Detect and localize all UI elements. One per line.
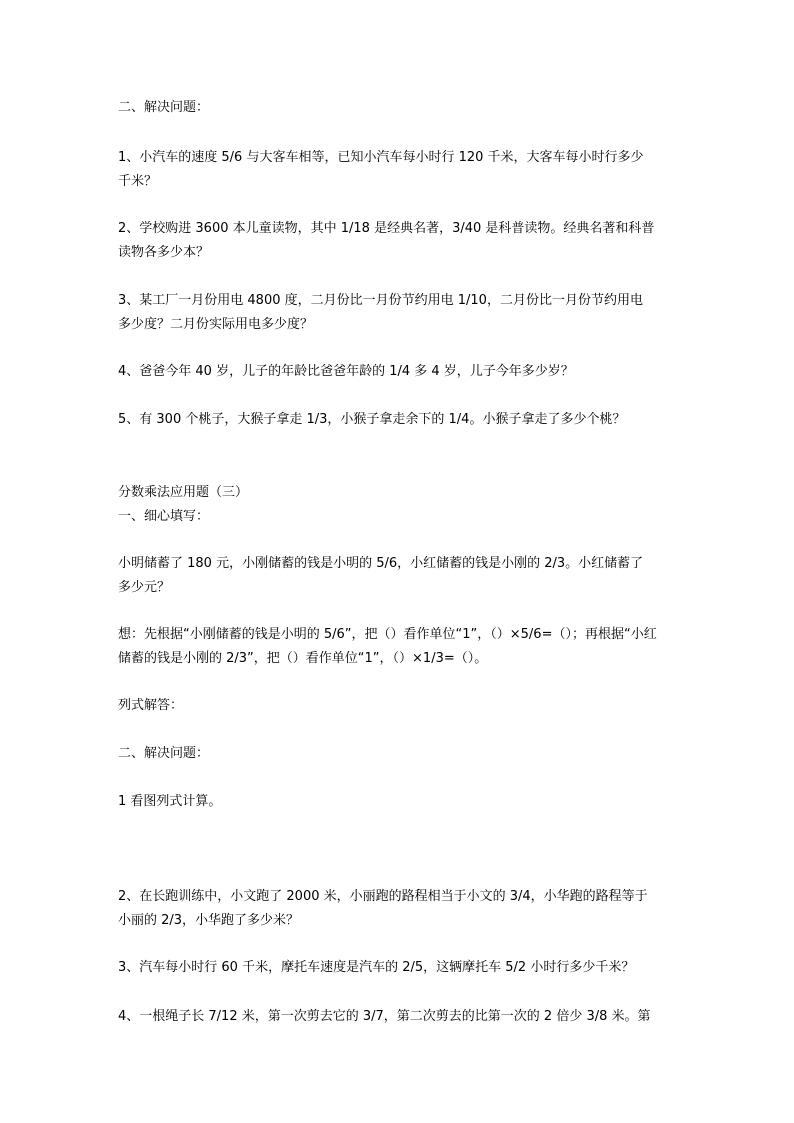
question-1-line-1: 1、小汽车的速度 5/6 与大客车相等，已知小汽车每小时行 120 千米，大客车每小时行多少 — [118, 150, 644, 165]
question-4: 4、爸爸今年 40 岁，儿子的年龄比爸爸年龄的 1/4 多 4 岁，儿子今年多少岁？ — [118, 364, 574, 379]
solve-question-3: 3、汽车每小时行 60 千米，摩托车速度是汽车的 2/5，这辆摩托车 5/2 小时行多少千米？ — [118, 960, 635, 975]
solve-question-2-line-1: 2、在长跑训练中，小文跑了 2000 米，小丽跑的路程相当于小文的 3/4，小华跑的路程等于 — [118, 889, 648, 904]
solve-question-1: 1 看图列式计算。 — [118, 794, 222, 809]
fill-problem-line-2: 多少元？ — [118, 580, 171, 595]
hint-line-1: 想：先根据“小刚储蓄的钱是小明的 5/6”，把（）看作单位“1”，（）×5/6=（）；再根据“小红 — [118, 627, 657, 642]
question-2-line-1: 2、学校购进 3600 本儿童读物，其中 1/18 是经典名著，3/40 是科普读物。经典名著和科普 — [118, 221, 655, 236]
question-1-line-2: 千米？ — [118, 174, 158, 189]
question-3-line-1: 3、某工厂一月份用电 4800 度，二月份比一月份节约用电 1/10，二月份比一月份节约用电 — [118, 293, 643, 308]
question-2-line-2: 读物各多少本？ — [118, 245, 210, 260]
solve-question-2-line-2: 小丽的 2/3，小华跑了多少米？ — [118, 913, 300, 928]
hint-line-2: 储蓄的钱是小刚的 2/3”，把（）看作单位“1”，（）×1/3=（）。 — [118, 651, 488, 666]
section-heading-fill: 一、细心填写： — [118, 509, 210, 524]
section-heading-solve-2: 二、解决问题： — [118, 746, 210, 761]
section-heading-solve: 二、解决问题： — [118, 100, 210, 115]
answer-label: 列式解答： — [118, 698, 184, 713]
fill-problem-line-1: 小明储蓄了 180 元，小刚储蓄的钱是小明的 5/6，小红储蓄的钱是小刚的 2/3。小红储蓄了 — [118, 556, 644, 571]
solve-question-4: 4、一根绳子长 7/12 米，第一次剪去它的 3/7，第二次剪去的比第一次的 2 倍少 3/8 米。第 — [118, 1009, 651, 1024]
question-3-line-2: 多少度？二月份实际用电多少度？ — [118, 317, 314, 332]
section-title: 分数乘法应用题（三） — [118, 485, 249, 500]
question-5: 5、有 300 个桃子，大猴子拿走 1/3，小猴子拿走余下的 1/4。小猴子拿走了多少个桃？ — [118, 412, 626, 427]
